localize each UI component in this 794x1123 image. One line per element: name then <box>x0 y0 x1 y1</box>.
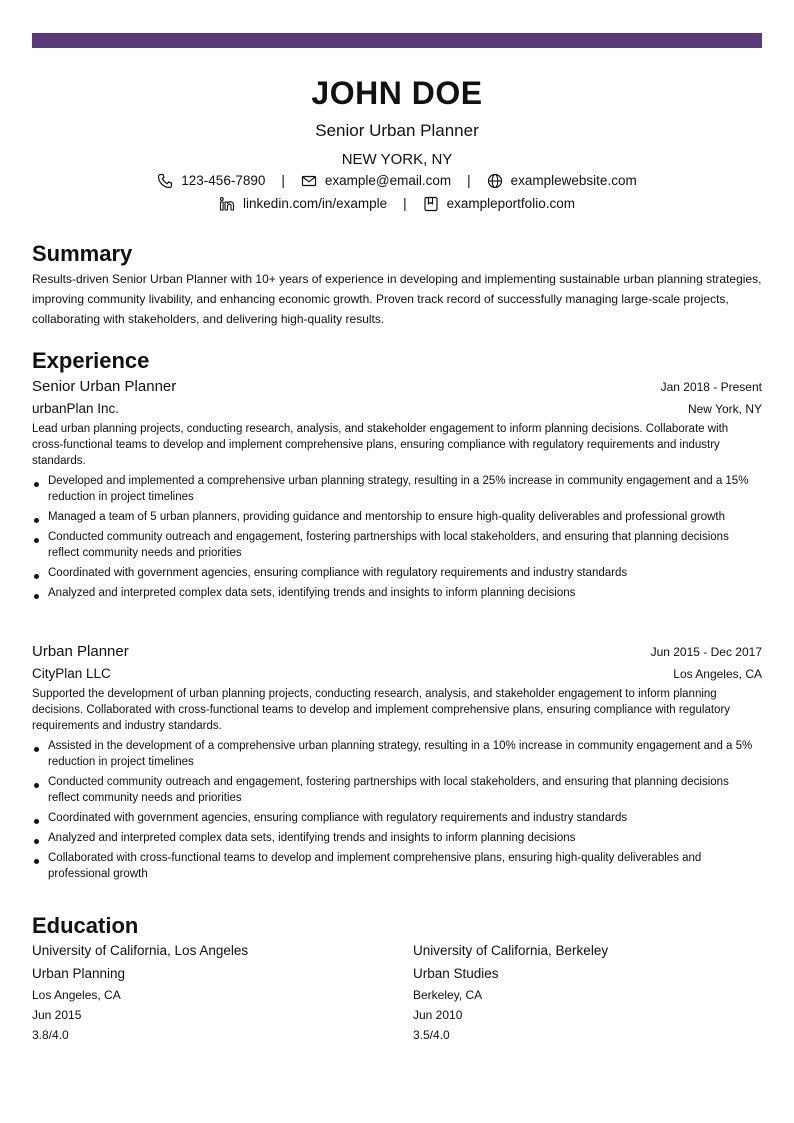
job-entry <box>32 377 762 605</box>
job-description: Lead urban planning projects, conducting research, analysis, and stakeholder engagement to inform planning decisions. Collaborate with cross-functional teams to develop and implement comprehensive plans, ensuring compliance with regulatory requirements and industry standards. <box>32 423 729 467</box>
candidate-title: Senior Urban Planner <box>315 121 479 140</box>
bullet-item: Conducted community outreach and engagement, fostering partnerships with local stakeholders, and ensuring that planning decisions reflect community needs and priorities <box>32 529 762 561</box>
separator: | <box>281 173 285 188</box>
field-of-study: Urban Planning <box>32 966 126 981</box>
job-entry <box>32 642 762 886</box>
globe-icon <box>487 173 503 189</box>
job-title: Senior Urban Planner <box>32 378 177 395</box>
graduation-date: Jun 2010 <box>413 1008 463 1022</box>
candidate-name: JOHN DOE <box>311 75 483 111</box>
bullet-item: Collaborated with cross-functional teams to develop and implement comprehensive plans, ensuring high-quality deliverables and professional growth <box>32 850 762 882</box>
bullet-item: Developed and implemented a comprehensive urban planning strategy, resulting in a 25% increase in community engagement and a 15% reduction in project timelines <box>32 473 762 505</box>
job-title: Urban Planner <box>32 643 129 660</box>
job-description: Supported the development of urban planning projects, conducting research, analysis, and stakeholder engagement to inform planning decisions. Collaborated with cross-functional teams to develop and implement comprehensive plans, ensuring compliance with regulatory requirements and industry standards. <box>32 688 731 732</box>
school-name: University of California, Berkeley <box>413 943 609 958</box>
gpa: 3.5/4.0 <box>413 1028 450 1042</box>
school-location: Berkeley, CA <box>413 988 483 1002</box>
education-entry <box>32 942 372 1043</box>
bullet-item: Coordinated with government agencies, ensuring compliance with regulatory requirements and industry standards <box>32 565 762 581</box>
bullet-item: Analyzed and interpreted complex data sets, identifying trends and insights to inform planning decisions <box>32 830 762 846</box>
job-location: Los Angeles, CA <box>673 667 762 681</box>
summary-heading: Summary <box>32 241 133 266</box>
bullet-item: Managed a team of 5 urban planners, providing guidance and mentorship to ensure high-quality deliverables and professional growth <box>32 509 762 525</box>
job-location: New York, NY <box>687 402 762 416</box>
contact-phone[interactable] <box>157 171 265 191</box>
separator: | <box>403 196 407 211</box>
contact-linkedin[interactable] <box>219 194 387 214</box>
bullet-item: Conducted community outreach and engagement, fostering partnerships with local stakeholders, and ensuring that planning decisions reflect community needs and priorities <box>32 774 762 806</box>
bookmark-icon <box>423 196 439 212</box>
company-name: CityPlan LLC <box>32 666 111 681</box>
school-name: University of California, Los Angeles <box>32 943 249 958</box>
bullet-item: Assisted in the development of a comprehensive urban planning strategy, resulting in a 10% increase in community engagement and a 5% reduction in project timelines <box>32 738 762 770</box>
accent-bar <box>32 33 762 48</box>
linkedin-icon <box>219 196 235 212</box>
job-dates: Jan 2018 - Present <box>660 380 762 394</box>
job-bullets <box>32 473 762 601</box>
education-heading: Education <box>32 913 139 938</box>
resume-header <box>32 74 762 214</box>
graduation-date: Jun 2015 <box>32 1008 82 1022</box>
contact-row-2 <box>32 194 762 214</box>
job-dates: Jun 2015 - Dec 2017 <box>650 645 762 659</box>
website-text: examplewebsite.com <box>510 173 637 188</box>
bullet-item: Coordinated with government agencies, ensuring compliance with regulatory requirements and industry standards <box>32 810 762 826</box>
portfolio-text: exampleportfolio.com <box>446 196 575 211</box>
phone-icon <box>157 173 173 189</box>
bullet-item: Analyzed and interpreted complex data sets, identifying trends and insights to inform planning decisions <box>32 585 762 601</box>
contact-website[interactable] <box>487 171 637 191</box>
linkedin-text: linkedin.com/in/example <box>243 196 388 211</box>
email-text: example@email.com <box>324 173 452 188</box>
separator: | <box>467 173 471 188</box>
candidate-location: NEW YORK, NY <box>341 151 453 168</box>
contact-email[interactable] <box>301 171 451 191</box>
gpa: 3.8/4.0 <box>32 1028 69 1042</box>
experience-heading: Experience <box>32 348 150 373</box>
school-location: Los Angeles, CA <box>32 988 121 1002</box>
contact-portfolio[interactable] <box>423 194 575 214</box>
education-entry <box>413 942 753 1043</box>
contact-row-1 <box>32 171 762 191</box>
field-of-study: Urban Studies <box>413 966 499 981</box>
job-bullets <box>32 738 762 882</box>
summary-text: Results-driven Senior Urban Planner with 10+ years of experience in developing and implementing sustainable urban planning strategies, improving community livability, and enhancing economic growth. Proven track record of successfully managing large-scale projects, collaborating with stakeholders, and delivering high-quality results. <box>32 272 762 326</box>
mail-icon <box>301 173 317 189</box>
company-name: urbanPlan Inc. <box>32 401 120 416</box>
phone-text: 123-456-7890 <box>181 173 266 188</box>
